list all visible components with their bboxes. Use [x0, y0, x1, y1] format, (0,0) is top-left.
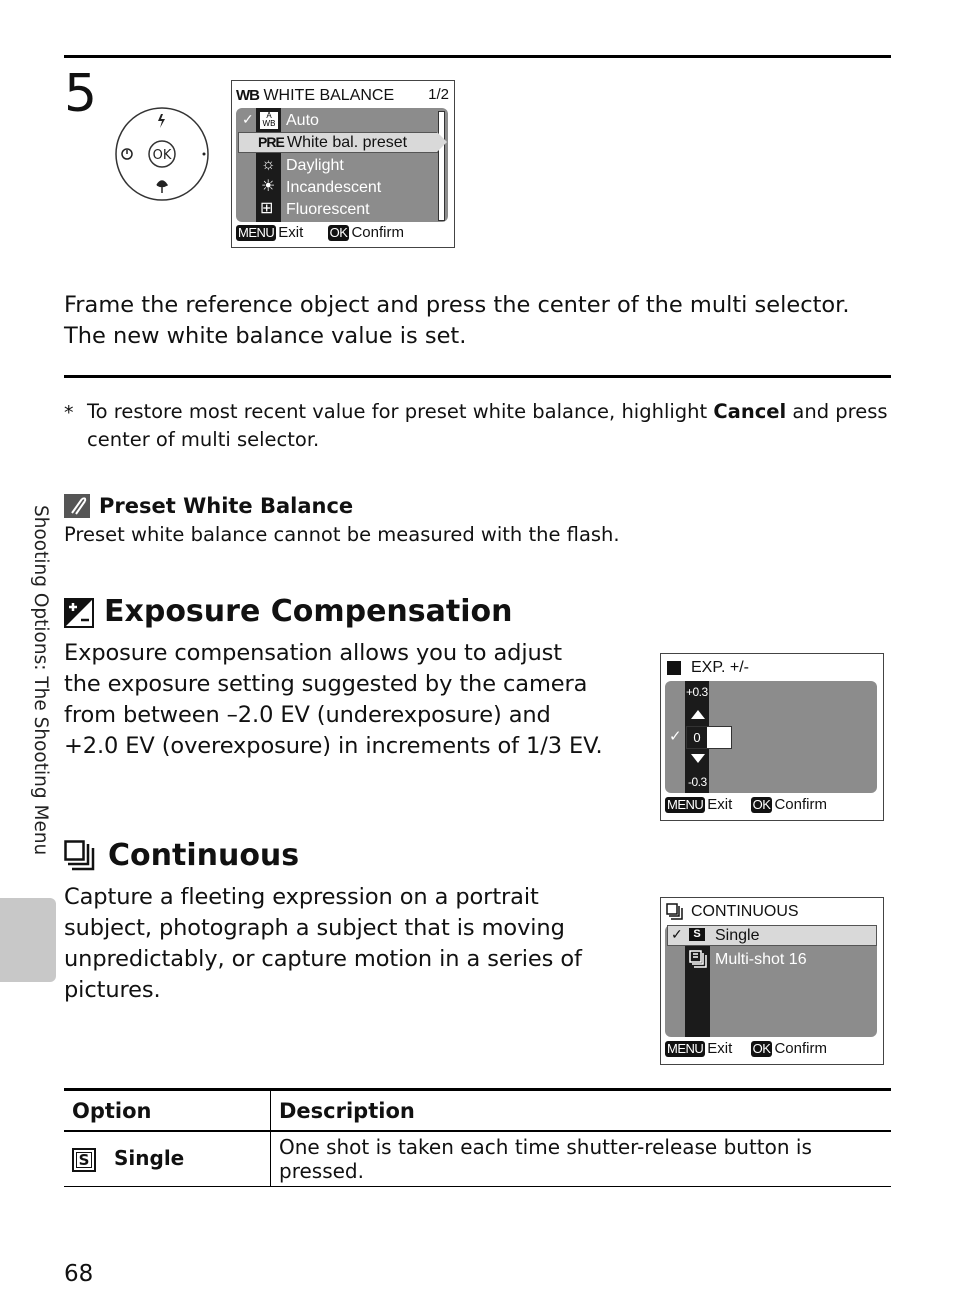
menu-item-label: Auto — [286, 112, 319, 129]
menu-item-label: White bal. preset — [287, 134, 408, 151]
description-cell: One shot is taken each time shutter-release button is pressed. — [271, 1131, 892, 1187]
exit-label: Exit — [707, 796, 733, 813]
scrollbar[interactable] — [438, 111, 445, 221]
ok-key: OK — [752, 797, 771, 812]
note-body: Preset white balance cannot be measured with the flash. — [64, 523, 620, 546]
side-tab-marker — [0, 898, 56, 982]
menu-item-incandescent[interactable] — [236, 177, 434, 198]
daylight-icon: ☼ — [261, 156, 276, 173]
menu-item-label: Daylight — [286, 157, 344, 174]
table-header-row — [64, 1090, 891, 1132]
multi-shot-icon — [689, 950, 707, 974]
ok-center-label: OK — [152, 148, 172, 163]
screen-title: CONTINUOUS — [691, 903, 799, 920]
screen-footer — [665, 1040, 827, 1057]
continuous-screen — [660, 897, 884, 1065]
wb-icon: WB — [236, 87, 259, 104]
confirm-label: Confirm — [774, 1040, 827, 1057]
step-body: The new white balance value is set. — [64, 323, 467, 349]
side-tab-text: Shooting Options: The Shooting Menu — [30, 505, 51, 856]
note-title: Preset White Balance — [99, 494, 354, 518]
up-arrow-icon[interactable] — [691, 710, 705, 719]
menu-item-fluorescent[interactable] — [236, 199, 434, 220]
exit-label: Exit — [707, 1040, 733, 1057]
footnote-marker: * — [64, 402, 74, 424]
selected-arrow-icon — [437, 132, 447, 152]
bottom-rule — [64, 375, 891, 378]
menu-item-label: Fluorescent — [286, 201, 370, 218]
check-icon: ✓ — [669, 728, 682, 745]
menu-item-auto[interactable] — [236, 110, 434, 131]
menu-item-white-bal-preset[interactable] — [238, 132, 438, 153]
exposure-body: Exposure compensation allows you to adjust the exposure setting suggested by the camera from between –2.0 EV (underexposure) and +2.0 EV (overexposure) in increments of 1/3 EV. — [64, 640, 603, 759]
white-balance-screen — [231, 80, 455, 248]
incandescent-icon: ☀ — [261, 178, 276, 195]
confirm-label: Confirm — [774, 796, 827, 813]
option-name: Single — [114, 1146, 185, 1171]
menu-item-multi-shot-16[interactable] — [665, 949, 873, 970]
screen-footer — [236, 224, 404, 241]
continuous-icon — [64, 840, 96, 876]
menu-key: MENU — [667, 1041, 704, 1056]
menu-key: MENU — [667, 797, 704, 812]
column-header-option: Option — [64, 1090, 271, 1132]
value-box[interactable] — [686, 726, 732, 749]
exposure-screen — [660, 653, 884, 821]
continuous-body: Capture a fleeting expression on a portrait subject, photograph a subject that is moving unpredictably, or capture motion in a series of pictures. — [64, 884, 582, 1003]
multi-selector-illustration — [113, 105, 211, 203]
ok-key: OK — [329, 225, 348, 240]
step-heading: Frame the reference object and press the center of the multi selector. — [64, 292, 850, 318]
auto-wb-icon: A WB — [260, 112, 278, 129]
table-row — [64, 1131, 891, 1187]
top-rule — [64, 55, 891, 58]
single-mode-icon: S — [72, 1148, 96, 1172]
screen-footer — [665, 796, 827, 813]
lower-value: -0.3 — [688, 775, 707, 789]
exposure-heading: Exposure Compensation — [104, 594, 513, 629]
menu-item-single[interactable] — [667, 925, 877, 946]
upper-value: +0.3 — [686, 685, 708, 699]
option-table — [64, 1088, 891, 1187]
footnote-cancel-label: Cancel — [713, 400, 787, 423]
menu-item-label: Incandescent — [286, 179, 382, 196]
column-header-description: Description — [271, 1090, 892, 1132]
confirm-label: Confirm — [351, 224, 404, 241]
page-indicator: 1/2 — [428, 86, 449, 103]
fluorescent-icon: ⊞ — [260, 200, 274, 217]
check-icon: ✓ — [671, 926, 683, 942]
continuous-heading: Continuous — [108, 838, 300, 873]
single-icon: S — [689, 928, 705, 941]
option-cell — [64, 1131, 271, 1187]
menu-item-label: Multi-shot 16 — [715, 951, 807, 968]
ok-key: OK — [752, 1041, 771, 1056]
menu-key: MENU — [238, 225, 275, 240]
footnote-text: To restore most recent value for preset white balance, highlight Cancel and press center of multi selector. — [87, 400, 888, 451]
exposure-small-icon — [667, 661, 681, 675]
note-icon — [64, 494, 90, 518]
preset-icon: PRE — [258, 134, 284, 150]
continuous-small-icon — [666, 903, 683, 925]
screen-title: WHITE BALANCE — [263, 87, 395, 104]
current-value: 0 — [687, 727, 707, 748]
check-icon: ✓ — [242, 111, 254, 127]
down-arrow-icon[interactable] — [691, 754, 705, 763]
step-number: 5 — [64, 64, 98, 124]
exposure-icon — [64, 598, 94, 628]
menu-item-label: Single — [715, 927, 760, 944]
menu-item-daylight[interactable] — [236, 155, 434, 176]
exit-label: Exit — [278, 224, 304, 241]
screen-title: EXP. +/- — [691, 659, 749, 676]
page-number: 68 — [64, 1261, 94, 1287]
